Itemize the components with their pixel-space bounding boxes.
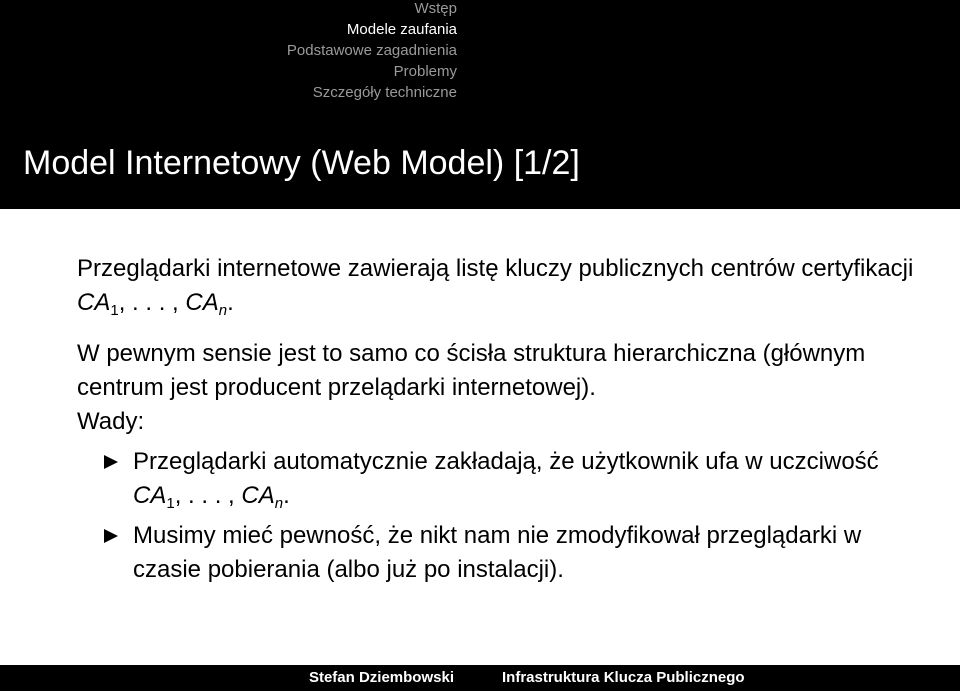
list-item-text: Musimy mieć pewność, że nikt nam nie zmodyfikował przeglądarki w czasie pobierania (albo już po instalacji). bbox=[133, 522, 862, 583]
math-subscript: n bbox=[218, 302, 228, 319]
math-ca: CA bbox=[185, 289, 219, 316]
slide-footer bbox=[0, 665, 960, 691]
math-ca: CA bbox=[241, 482, 275, 509]
frame-title: Model Internetowy (Web Model) [1/2] bbox=[23, 144, 580, 182]
nav-section-modele-zaufania[interactable]: Modele zaufania bbox=[346, 21, 457, 38]
sentence-end: . bbox=[227, 289, 234, 316]
paragraph-hierarchy: W pewnym sensie jest to samo co ścisła struktura hierarchiczna (głównym centrum jest producent przelądarki internetowej). bbox=[77, 340, 866, 401]
list-item bbox=[77, 519, 927, 587]
paragraph-drawbacks-label: Wady: bbox=[77, 408, 145, 435]
nav-section-wstep[interactable]: Wstęp bbox=[414, 0, 457, 17]
drawbacks-list bbox=[77, 445, 927, 587]
math-separator: , . . . , bbox=[118, 289, 179, 316]
math-subscript: n bbox=[274, 495, 284, 512]
list-item-text: Przeglądarki automatycznie zakładają, że użytkownik ufa w uczciwość bbox=[133, 448, 879, 475]
footer-title[interactable]: Infrastruktura Klucza Publicznego bbox=[502, 669, 745, 686]
math-separator: , . . . , bbox=[174, 482, 235, 509]
slide-header bbox=[0, 0, 960, 209]
nav-section-szczegoly-techniczne[interactable]: Szczegóły techniczne bbox=[312, 84, 457, 101]
slide-body bbox=[77, 252, 927, 593]
sentence-end: . bbox=[283, 482, 290, 509]
nav-section-podstawowe-zagadnienia[interactable]: Podstawowe zagadnienia bbox=[286, 42, 457, 59]
triangle-bullet-icon bbox=[104, 529, 118, 543]
paragraph-text: Przeglądarki internetowe zawierają listę kluczy publicznych centrów certyfikacji bbox=[77, 255, 914, 282]
math-ca: CA bbox=[133, 482, 167, 509]
section-navigation bbox=[0, 0, 457, 103]
math-ca-list bbox=[77, 289, 228, 319]
math-ca-list bbox=[133, 482, 284, 512]
math-subscript: 1 bbox=[110, 302, 119, 319]
paragraph-browser-keys bbox=[77, 252, 927, 320]
list-item bbox=[77, 445, 927, 513]
footer-author[interactable]: Stefan Dziembowski bbox=[308, 669, 454, 686]
nav-section-problemy[interactable]: Problemy bbox=[393, 63, 457, 80]
triangle-bullet-icon bbox=[104, 455, 118, 469]
math-subscript: 1 bbox=[166, 495, 175, 512]
math-ca: CA bbox=[77, 289, 111, 316]
